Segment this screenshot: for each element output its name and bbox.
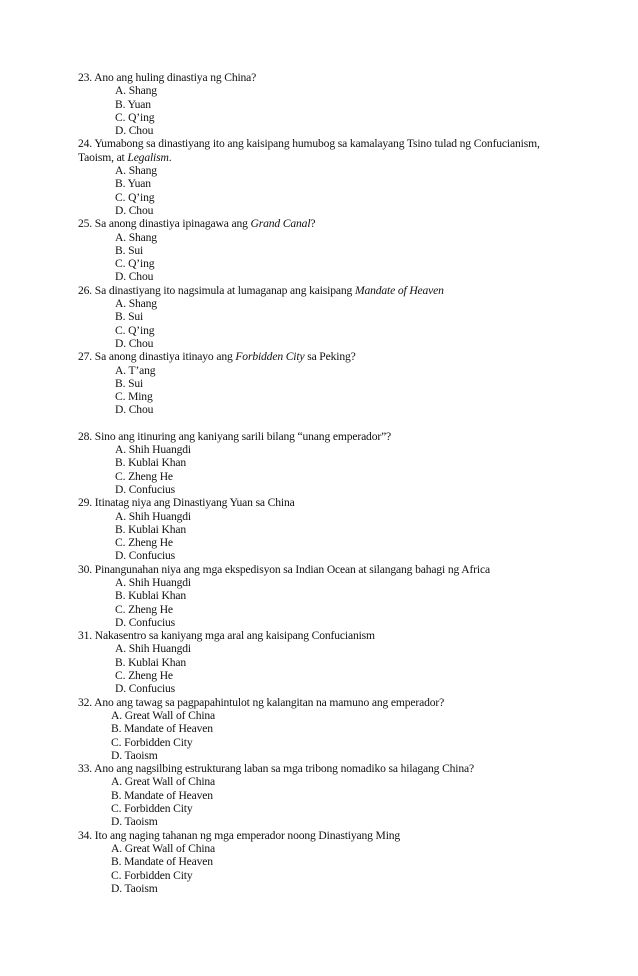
question-text — [78, 137, 578, 164]
question-25 — [78, 217, 578, 283]
quiz-page — [78, 71, 578, 895]
question-italic-term: Forbidden City — [235, 350, 305, 364]
choice-item: D. Confucius — [115, 549, 176, 563]
question-33 — [78, 762, 578, 828]
question-text — [78, 563, 578, 576]
question-text-part: Pinangunahan niya ang mga ekspedisyon sa Indian Ocean at silangang bahagi ng Africa — [94, 562, 490, 576]
question-text — [78, 829, 578, 842]
choice-item: D. Chou — [115, 203, 154, 217]
question-27 — [78, 350, 578, 416]
choice-item: C. Zheng He — [115, 669, 173, 683]
choice-list — [78, 364, 578, 417]
question-number: 31. — [78, 629, 93, 643]
choice-item: C. Ming — [115, 390, 153, 404]
choice-item: D. Chou — [115, 124, 154, 138]
question-number: 26. — [78, 283, 93, 297]
choice-item: A. T’ang — [115, 363, 156, 377]
question-text-part: Sino ang itinuring ang kaniyang sarili bilang “unang emperador”? — [94, 429, 392, 443]
question-italic-term: Legalism — [127, 150, 169, 164]
question-number: 30. — [78, 562, 93, 576]
question-text — [78, 350, 578, 363]
choice-item: C. Forbidden City — [111, 868, 193, 882]
choice-item: D. Chou — [115, 403, 154, 417]
question-text — [78, 762, 578, 775]
choice-item: C. Q’ing — [115, 257, 155, 271]
choice-list — [78, 642, 578, 695]
question-34 — [78, 829, 578, 895]
question-text-part: sa Peking? — [304, 350, 356, 364]
question-31 — [78, 629, 578, 695]
choice-item: C. Zheng He — [115, 602, 173, 616]
question-text-part: Ito ang naging tahanan ng mga emperador noong Dinastiyang Ming — [94, 828, 401, 842]
question-text-part: . — [168, 150, 172, 164]
choice-item: A. Shih Huangdi — [115, 575, 192, 589]
choice-list — [78, 84, 578, 137]
choice-item: B. Kublai Khan — [115, 589, 186, 603]
choice-item: D. Taoism — [111, 748, 158, 762]
question-text-part: Yumabong sa dinastiyang ito ang kaisipang humubog sa kamalayang Tsino tulad ng Confucianism, Taoism, at — [78, 137, 540, 164]
question-number: 32. — [78, 695, 93, 709]
choice-list — [78, 510, 578, 563]
choice-item: A. Great Wall of China — [111, 841, 216, 855]
question-32 — [78, 696, 578, 762]
choice-item: D. Confucius — [115, 682, 176, 696]
choice-list — [78, 297, 578, 350]
choice-item: D. Chou — [115, 270, 154, 284]
choice-item: B. Kublai Khan — [115, 456, 186, 470]
question-number: 33. — [78, 762, 93, 776]
question-26 — [78, 284, 578, 350]
choice-item: B. Kublai Khan — [115, 655, 186, 669]
question-text-part: Sa anong dinastiya itinayo ang — [94, 350, 236, 364]
choice-item: D. Chou — [115, 336, 154, 350]
choice-item: A. Great Wall of China — [111, 708, 216, 722]
question-number: 29. — [78, 496, 93, 510]
choice-item: A. Shih Huangdi — [115, 443, 192, 457]
question-text-part: ? — [310, 217, 316, 231]
section-gap — [78, 417, 578, 430]
question-text — [78, 217, 578, 230]
choice-item: B. Sui — [115, 310, 144, 324]
choice-item: A. Shang — [115, 297, 157, 311]
choice-item: D. Taoism — [111, 881, 158, 895]
choice-list — [78, 775, 578, 828]
choice-item: A. Shih Huangdi — [115, 509, 192, 523]
question-28 — [78, 430, 578, 496]
choice-list — [78, 709, 578, 762]
choice-list — [78, 443, 578, 496]
choice-item: A. Great Wall of China — [111, 775, 216, 789]
question-number: 28. — [78, 429, 93, 443]
question-number: 27. — [78, 350, 93, 364]
choice-item: C. Forbidden City — [111, 735, 193, 749]
choice-item: B. Mandate of Heaven — [111, 788, 213, 802]
question-text-part: Ano ang huling dinastiya ng China? — [94, 71, 257, 84]
choice-item: D. Confucius — [115, 615, 176, 629]
question-text — [78, 71, 578, 84]
choice-item: C. Q’ing — [115, 110, 155, 124]
question-text-part: Sa anong dinastiya ipinagawa ang — [94, 217, 251, 231]
question-30 — [78, 563, 578, 629]
question-italic-term: Grand Canal — [250, 217, 311, 231]
choice-item: A. Shang — [115, 84, 157, 98]
choice-item: D. Taoism — [111, 815, 158, 829]
question-text — [78, 629, 578, 642]
choice-item: C. Zheng He — [115, 536, 173, 550]
choice-list — [78, 231, 578, 284]
question-number: 23. — [78, 71, 93, 84]
choice-item: B. Mandate of Heaven — [111, 722, 213, 736]
question-29 — [78, 496, 578, 562]
choice-list — [78, 164, 578, 217]
choice-item: A. Shang — [115, 230, 157, 244]
question-italic-term: Mandate of Heaven — [354, 283, 444, 297]
choice-list — [78, 576, 578, 629]
question-text-part: Ano ang tawag sa pagpapahintulot ng kalangitan na mamuno ang emperador? — [94, 695, 445, 709]
choice-item: A. Shih Huangdi — [115, 642, 192, 656]
question-23 — [78, 71, 578, 137]
question-text — [78, 284, 578, 297]
question-text — [78, 496, 578, 509]
choice-item: C. Q’ing — [115, 323, 155, 337]
choice-item: B. Yuan — [115, 177, 151, 191]
choice-item: B. Mandate of Heaven — [111, 855, 213, 869]
question-text — [78, 430, 578, 443]
question-text-part: Ano ang nagsilbing estrukturang laban sa mga tribong nomadiko sa hilagang China? — [94, 762, 475, 776]
question-text-part: Itinatag niya ang Dinastiyang Yuan sa China — [94, 496, 295, 510]
choice-item: C. Q’ing — [115, 190, 155, 204]
question-number: 25. — [78, 217, 93, 231]
choice-item: C. Forbidden City — [111, 802, 193, 816]
question-24 — [78, 137, 578, 217]
choice-item: B. Yuan — [115, 97, 151, 111]
question-text-part: Sa dinastiyang ito nagsimula at lumaganap ang kaisipang — [94, 283, 355, 297]
question-text — [78, 696, 578, 709]
choice-item: C. Zheng He — [115, 469, 173, 483]
choice-item: B. Kublai Khan — [115, 522, 186, 536]
choice-item: B. Sui — [115, 376, 144, 390]
choice-list — [78, 842, 578, 895]
choice-item: A. Shang — [115, 164, 157, 178]
question-number: 34. — [78, 828, 93, 842]
choice-item: D. Confucius — [115, 482, 176, 496]
question-number: 24. — [78, 137, 93, 151]
question-text-part: Nakasentro sa kaniyang mga aral ang kaisipang Confucianism — [94, 629, 375, 643]
choice-item: B. Sui — [115, 243, 144, 257]
